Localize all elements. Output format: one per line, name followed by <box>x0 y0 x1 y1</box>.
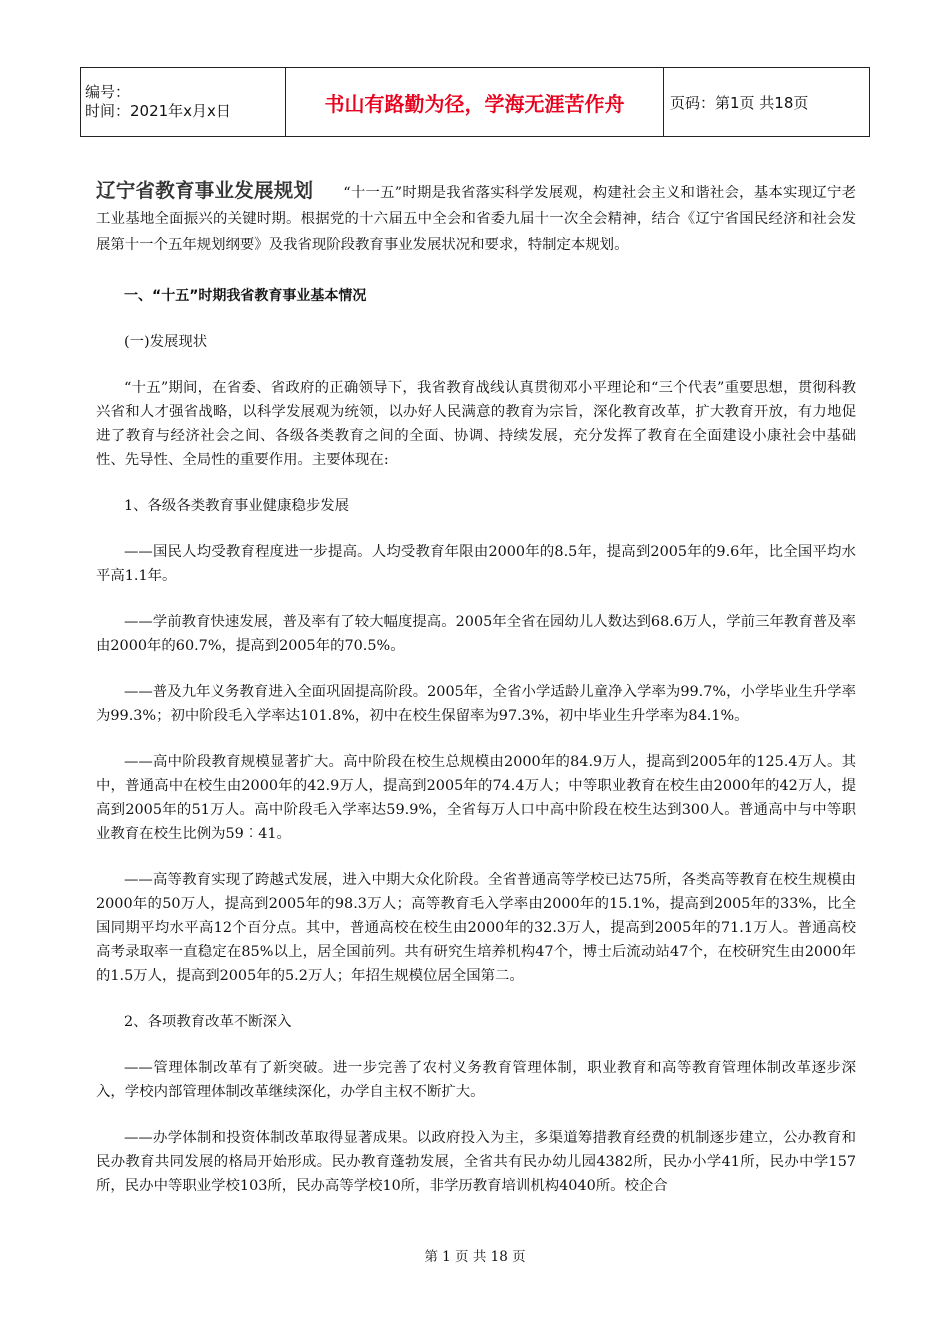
section-heading-1: 一、“十五”时期我省教育事业基本情况 <box>124 288 367 304</box>
doc-number-label: 编号： <box>85 83 131 101</box>
paragraph-high-school: ——高中阶段教育规模显著扩大。高中阶段在校生总规模由2000年的84.9万人，提高到2005年的125.4万人。其中，普通高中在校生由2000年的42.9万人，提高到2005年的74.4万人；中等职业教育在校生由2000年的42万人，提高到2005年的51万人。高中阶段毛入学率达59.9%，全省每万人口中高中阶段在校生达到300人。普通高中与中等职业教育在校生比例为59︰41。 <box>96 754 856 842</box>
paragraph-management-reform: ——管理体制改革有了新突破。进一步完善了农村义务教育管理体制，职业教育和高等教育管理体制改革逐步深入，学校内部管理体制改革继续深化，办学自主权不断扩大。 <box>96 1060 856 1100</box>
document-body <box>96 178 856 1198</box>
paragraph-overview: “十五”期间，在省委、省政府的正确领导下，我省教育战线认真贯彻邓小平理论和“三个代表”重要思想，贯彻科教兴省和人才强省战略，以科学发展观为统领，以办好人民满意的教育为宗旨，深化教育改革，扩大教育开放，有力地促进了教育与经济社会之间、各级各类教育之间的全面、协调、持续发展，充分发挥了教育在全面建设小康社会中基础性、先导性、全局性的重要作用。主要体现在: <box>96 380 856 468</box>
title-paragraph <box>96 178 856 258</box>
paragraph-compulsory: ——普及九年义务教育进入全面巩固提高阶段。2005年，全省小学适龄儿童净入学率为99.7%，小学毕业生升学率为99.3%；初中阶段毛入学率达101.8%，初中在校生保留率为97.3%，初中毕业生升学率为84.1%。 <box>96 684 856 724</box>
page-footer: 第 1 页 共 18 页 <box>424 1249 526 1265</box>
subheading-1: (一)发展现状 <box>124 334 208 350</box>
paragraph-investment-reform: ——办学体制和投资体制改革取得显著成果。以政府投入为主，多渠道筹措教育经费的机制逐步建立，公办教育和民办教育共同发展的格局开始形成。民办教育蓬勃发展，全省共有民办幼儿园4382所，民办小学41所，民办中学157所，民办中等职业学校103所，民办高等学校10所，非学历教育培训机构4040所。校企合 <box>96 1130 856 1194</box>
header-meta-cell <box>81 68 286 137</box>
header-motto: 书山有路勤为径，学海无涯苦作舟 <box>286 68 664 137</box>
paragraph-higher-education: ——高等教育实现了跨越式发展，进入中期大众化阶段。全省普通高等学校已达75所，各类高等教育在校生规模由2000年的50万人，提高到2005年的98.3万人；高等教育毛入学率由2000年的15.1%，提高到2005年的33%，比全国同期平均水平高12个百分点。其中，普通高校在校生由2000年的32.3万人，提高到2005年的71.1万人。普通高校高考录取率一直稳定在85%以上，居全国前列。共有研究生培养机构47个，博士后流动站47个，在校研究生由2000年的1.5万人，提高到2005年的5.2万人；年招生规模位居全国第二。 <box>96 872 856 984</box>
item-heading-2: 2、各项教育改革不断深入 <box>124 1014 292 1030</box>
paragraph-preschool: ——学前教育快速发展，普及率有了较大幅度提高。2005年全省在园幼儿人数达到68.6万人，学前三年教育普及率由2000年的60.7%，提高到2005年的70.5%。 <box>96 614 856 654</box>
doc-date-label: 时间：2021年x月x日 <box>85 102 231 120</box>
intro-text: “十一五”时期是我省落实科学发展观，构建社会主义和谐社会，基本实现辽宁老工业基地全面振兴的关键时期。根据党的十六届五中全会和省委九届十一次全会精神，结合《辽宁省国民经济和社会发展第十一个五年规划纲要》及我省现阶段教育事业发展状况和要求，特制定本规划。 <box>96 185 856 253</box>
item-heading-1: 1、各级各类教育事业健康稳步发展 <box>124 498 350 514</box>
header-page-label: 页码：第1页 共18页 <box>664 68 870 137</box>
paragraph-education-level: ——国民人均受教育程度进一步提高。人均受教育年限由2000年的8.5年，提高到2005年的9.6年，比全国平均水平高1.1年。 <box>96 544 856 584</box>
document-title: 辽宁省教育事业发展规划 <box>96 179 314 202</box>
header-table <box>80 67 870 137</box>
